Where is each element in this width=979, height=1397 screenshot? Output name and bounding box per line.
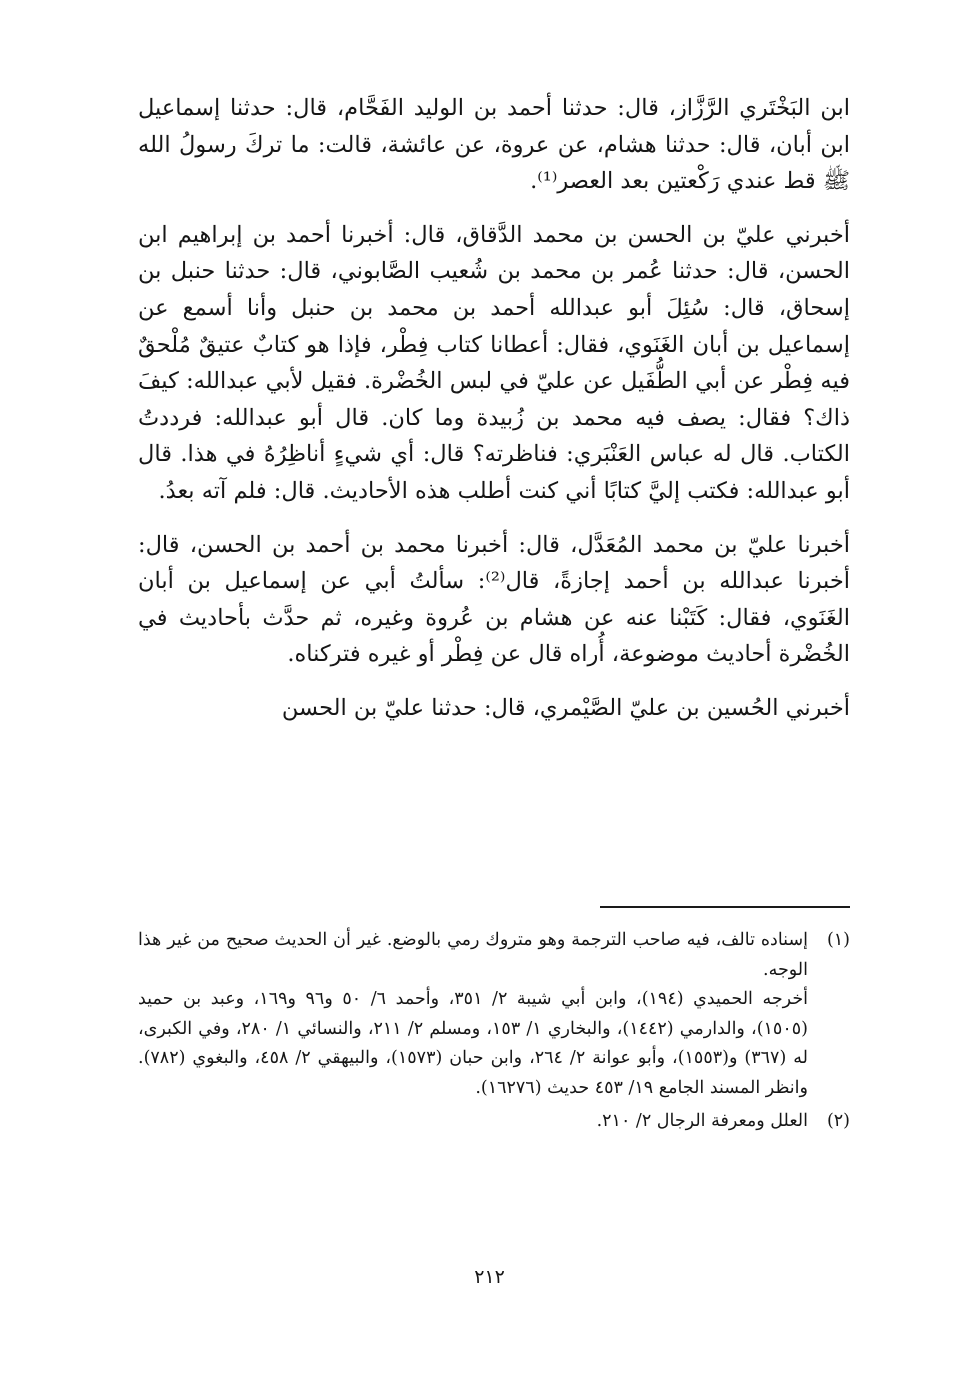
footnote-divider <box>600 906 850 908</box>
paragraph-2: أخبرني عليّ بن الحسن بن محمد الدَّقاق، قال: أخبرنا أحمد بن إبراهيم ابن الحسن، قال: حدثنا عُمر بن محمد بن شُعيب الصَّابوني، قال: حدثنا حنبل بن إسحاق، قال: سُئِلَ أبو عبدالله أحمد بن محمد بن حنبل وأنا أسمع عن إسماعيل بن أبان الغَنَوي، فقال: أعطانا كتاب فِطْر، فإذا هو كتابٌ عتيقٌ مُلْحقٌ فيه فِطْر عن أبي الطُّفَيل عن عليّ في لبس الخُضْرة. فقيل لأبي عبدالله: كيفَ ذاك؟ فقال: يصف فيه محمد بن زُبيدة وما كان. قال أبو عبدالله: فرددتُ الكتاب. قال له عباس العَنْبَري: فناظرته؟ قال: أي شيءٍ أناظِرُهُ في هذا. قال أبو عبدالله: فكتب إليَّ كتابًا أني كنت أطلب هذه الأحاديث. قال: فلم آته بعدُ. <box>138 221 851 504</box>
footnote-line: العلل ومعرفة الرجال ٢/ ٢١٠. <box>596 1111 808 1131</box>
main-text <box>138 90 850 744</box>
paragraph-4: أخبرني الحُسين بن عليّ الصَّيْمري، قال: حدثنا عليّ بن الحسن <box>281 694 850 721</box>
footnote-1 <box>138 926 850 1103</box>
footnote-line: إسناده تالف، فيه صاحب الترجمة وهو متروك رمي بالوضع. غير أن الحديث صحيح من غير هذا الوجه. <box>138 930 808 980</box>
footnote-text <box>138 1107 808 1137</box>
footnote-number: (١) <box>826 930 850 950</box>
paragraph-3: أخبرنا عليّ بن محمد المُعَدَّل، قال: أخبرنا محمد بن أحمد بن الحسن، قال: أخبرنا عبدالله بن أحمد إجازةً، قال⁽²⁾: سألتُ أبي عن إسماعيل بن أبان الغَنَوي، فقال: كَتَبْنا عنه عن هشام بن عُروة وغيره، ثم حدَّث بأحاديث في الخُضْرة أحاديث موضوعة، أُراه قال عن فِطْر أو غيره فتركناه. <box>138 531 850 668</box>
footnote-text <box>138 926 808 1103</box>
footnote-number: (٢) <box>826 1111 850 1131</box>
footnotes <box>138 926 850 1141</box>
footnote-line: أخرجه الحميدي (١٩٤)، وابن أبي شيبة ٢/ ٣٥١، وأحمد ٦/ ٥٠ و٩٦ و١٦٩، وعبد بن حميد (١٥٠٥)، والدارمي (١٤٤٢)، والبخاري ١/ ١٥٣، ومسلم ٢/ ٢١١، والنسائي ١/ ٢٨٠، وفي الكبرى، له (٣٦٧) و(١٥٥٣)، وأبو عوانة ٢/ ٢٦٤، وابن حبان (١٥٧٣)، والبيهقي ٢/ ٤٥٨، والبغوي (٧٨٢). وانظر المسند الجامع ١٩/ ٤٥٣ حديث (١٦٢٧٦). <box>138 989 808 1098</box>
paragraph-1: ابن البَخْتَري الرَّزَّاز، قال: حدثنا أحمد بن الوليد الفَحَّام، قال: حدثنا إسماعيل ابن أبان، قال: حدثنا هشام، عن عروة، عن عائشة، قالت: ما تركَ رسولُ الله ﷺ قط عندي رَكْعتين بعد العصر⁽¹⁾. <box>138 95 850 195</box>
page-number: ٢١٢ <box>474 1266 505 1288</box>
footnote-2 <box>138 1107 850 1137</box>
